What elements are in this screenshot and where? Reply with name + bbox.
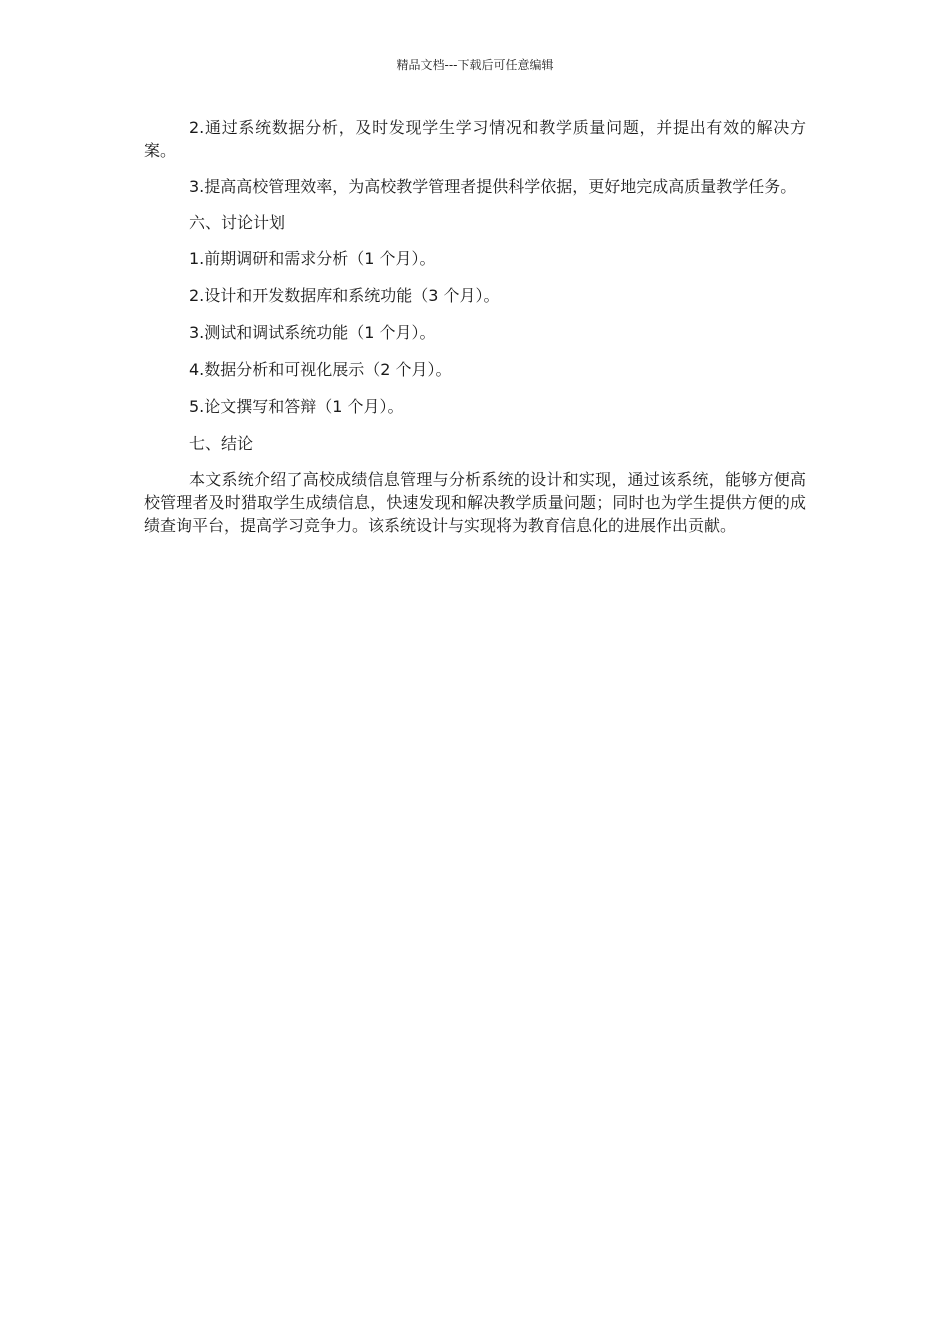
page-header: 精品文档---下载后可任意编辑 [396, 58, 554, 72]
paragraph-conclusion: 本文系统介绍了高校成绩信息管理与分析系统的设计和实现，通过该系统，能够方便高校管理者及时猎取学生成绩信息，快速发现和解决教学质量问题；同时也为学生提供方便的成绩查询平台，提高学习竞争力。该系统设计与实现将为教育信息化的进展作出贡献。 [144, 470, 806, 535]
paragraph-goal-3: 3.提高高校管理效率，为高校教学管理者提供科学依据，更好地完成高质量教学任务。 [189, 177, 797, 196]
plan-item-1: 1.前期调研和需求分析（1 个月）。 [189, 249, 436, 268]
plan-item-2: 2.设计和开发数据库和系统功能（3 个月）。 [189, 286, 500, 305]
plan-item-4: 4.数据分析和可视化展示（2 个月）。 [189, 360, 452, 379]
section-heading-plan: 六、讨论计划 [189, 213, 286, 232]
section-heading-conclusion: 七、结论 [189, 434, 254, 453]
document-body [144, 116, 806, 550]
plan-item-3: 3.测试和调试系统功能（1 个月）。 [189, 323, 436, 342]
paragraph-goal-2: 2.通过系统数据分析，及时发现学生学习情况和教学质量问题，并提出有效的解决方案。 [144, 118, 806, 160]
plan-item-5: 5.论文撰写和答辩（1 个月）。 [189, 397, 404, 416]
